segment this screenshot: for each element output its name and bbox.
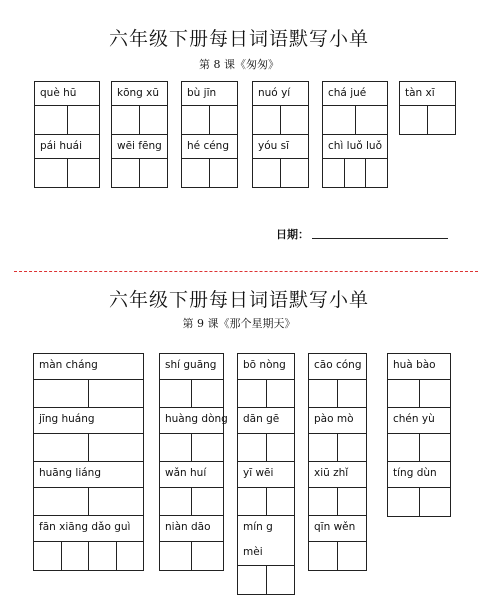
writing-cell[interactable] [160, 434, 192, 462]
writing-cell[interactable] [34, 380, 89, 408]
writing-cell[interactable] [34, 542, 62, 570]
pinyin-label: tíng dùn [393, 467, 437, 479]
lesson9-word-box [159, 461, 224, 517]
writing-cell[interactable] [210, 106, 237, 134]
writing-cells [182, 105, 237, 134]
writing-cells [182, 158, 237, 187]
writing-cell[interactable] [345, 159, 367, 187]
writing-cell[interactable] [89, 542, 117, 570]
writing-cells [253, 158, 308, 187]
pinyin-label: chá jué [328, 87, 367, 99]
lesson8-word-box [322, 134, 388, 188]
writing-cells [253, 105, 308, 134]
writing-cell[interactable] [281, 159, 308, 187]
pinyin-label: tàn xī [405, 87, 435, 99]
writing-cell[interactable] [192, 380, 223, 408]
lesson9-word-box [33, 461, 144, 517]
lesson9-word-box [33, 407, 144, 463]
writing-cell[interactable] [89, 380, 143, 408]
writing-cell[interactable] [253, 106, 281, 134]
pinyin-label: huà bào [393, 359, 436, 371]
writing-cell[interactable] [160, 380, 192, 408]
lesson8-word-box [252, 81, 309, 135]
writing-cells [309, 379, 366, 408]
lesson9-word-box [33, 353, 144, 409]
writing-cell[interactable] [34, 488, 89, 516]
lesson8-word-box [111, 81, 168, 135]
writing-cells [238, 433, 294, 462]
writing-cells [388, 379, 450, 408]
lesson9-word-box [237, 407, 295, 463]
writing-cell[interactable] [281, 106, 308, 134]
pinyin-label: pái huái [40, 140, 83, 152]
writing-cell[interactable] [420, 434, 451, 462]
writing-cell[interactable] [338, 434, 366, 462]
lesson9-word-box [237, 515, 295, 595]
writing-cell[interactable] [89, 434, 143, 462]
writing-cell[interactable] [338, 488, 366, 516]
lesson9-word-box [237, 461, 295, 517]
writing-cell[interactable] [356, 106, 388, 134]
writing-cells [323, 105, 387, 134]
writing-cell[interactable] [267, 488, 295, 516]
writing-cells [238, 379, 294, 408]
lesson9-word-box [387, 353, 451, 409]
lesson8-word-box [34, 81, 100, 135]
writing-cell[interactable] [182, 106, 210, 134]
pinyin-label: kōng xū [117, 87, 160, 99]
writing-cell[interactable] [62, 542, 90, 570]
writing-cell[interactable] [35, 159, 68, 187]
writing-cell[interactable] [309, 380, 338, 408]
pinyin-label: niàn dāo [165, 521, 211, 533]
writing-cell[interactable] [112, 106, 140, 134]
pinyin-label: yóu sī [258, 140, 290, 152]
writing-cells [388, 487, 450, 516]
writing-cell[interactable] [388, 434, 420, 462]
writing-cell[interactable] [89, 488, 143, 516]
writing-cell[interactable] [192, 542, 223, 570]
writing-cell[interactable] [160, 542, 192, 570]
writing-cells [112, 105, 167, 134]
writing-cells [34, 487, 143, 516]
pinyin-label: wēi fēng [117, 140, 162, 152]
pinyin-label: huāng liáng [39, 467, 101, 479]
lesson8-word-box [111, 134, 168, 188]
writing-cell[interactable] [253, 159, 281, 187]
writing-cell[interactable] [117, 542, 144, 570]
pinyin-label: chì luǒ luǒ [328, 140, 383, 152]
writing-cell[interactable] [400, 106, 428, 134]
writing-cells [160, 487, 223, 516]
writing-cell[interactable] [267, 566, 295, 594]
lesson9-word-box [308, 353, 367, 409]
writing-cell[interactable] [338, 542, 366, 570]
pinyin-label: hé céng [187, 140, 230, 152]
writing-cell[interactable] [309, 542, 338, 570]
pinyin-label: mín g [243, 521, 273, 533]
writing-cell[interactable] [238, 434, 267, 462]
writing-cell[interactable] [140, 159, 167, 187]
pinyin-label: dān gē [243, 413, 280, 425]
pinyin-label: chén yù [393, 413, 435, 425]
lesson8-word-box [34, 134, 100, 188]
lesson9-word-box [308, 407, 367, 463]
writing-cell[interactable] [160, 488, 192, 516]
writing-cells [34, 433, 143, 462]
pinyin-label: cāo cóng [314, 359, 362, 371]
writing-cell[interactable] [366, 159, 387, 187]
writing-cells [34, 379, 143, 408]
writing-cell[interactable] [35, 106, 68, 134]
writing-cells [35, 158, 99, 187]
writing-cell[interactable] [420, 488, 451, 516]
pinyin-label: bō nòng [243, 359, 286, 371]
writing-cell[interactable] [238, 380, 267, 408]
pinyin-label: xiū zhǐ [314, 467, 349, 479]
writing-cell[interactable] [34, 434, 89, 462]
writing-cell[interactable] [267, 380, 295, 408]
writing-cells [400, 105, 455, 134]
lesson9-word-box [159, 407, 228, 463]
subtitle-lesson-9: 第 9 课《那个星期天》 [182, 317, 296, 330]
pinyin-label: pào mò [314, 413, 354, 425]
writing-cell[interactable] [192, 434, 223, 462]
lesson8-word-box [399, 81, 456, 135]
pinyin-label: nuó yí [258, 87, 291, 99]
writing-cells [238, 565, 294, 594]
writing-cells [112, 158, 167, 187]
lesson8-word-box [181, 81, 238, 135]
lesson9-word-box [308, 515, 367, 571]
writing-cell[interactable] [428, 106, 455, 134]
writing-cell[interactable] [210, 159, 237, 187]
writing-cells [323, 158, 387, 187]
writing-cells [238, 487, 294, 516]
writing-cell[interactable] [323, 106, 356, 134]
subtitle-lesson-8: 第 8 课《匆匆》 [199, 58, 279, 71]
writing-cell[interactable] [68, 159, 100, 187]
writing-cells [35, 105, 99, 134]
pinyin-label: bù jīn [187, 87, 217, 99]
lesson9-word-box [308, 461, 367, 517]
writing-cell[interactable] [112, 159, 140, 187]
pinyin-label: huàng dòng [165, 413, 228, 425]
writing-cell[interactable] [238, 566, 267, 594]
lesson9-word-box [33, 515, 144, 571]
writing-cells [160, 379, 223, 408]
writing-cell[interactable] [388, 488, 420, 516]
writing-cell[interactable] [309, 434, 338, 462]
writing-cell[interactable] [309, 488, 338, 516]
writing-cell[interactable] [140, 106, 167, 134]
writing-cells [160, 433, 223, 462]
writing-cell[interactable] [182, 159, 210, 187]
title-lesson-9: 六年级下册每日词语默写小单 [108, 289, 369, 311]
lesson9-word-box [159, 353, 224, 409]
writing-cells [309, 487, 366, 516]
title-lesson-8: 六年级下册每日词语默写小单 [108, 28, 369, 50]
lesson8-word-box [181, 134, 238, 188]
lesson9-word-box [237, 353, 295, 409]
writing-cell[interactable] [420, 380, 451, 408]
lesson9-word-box [159, 515, 224, 571]
pinyin-label-line2: mèi [243, 546, 263, 558]
writing-cell[interactable] [323, 159, 345, 187]
writing-cell[interactable] [192, 488, 223, 516]
writing-cell[interactable] [388, 380, 420, 408]
writing-cell[interactable] [267, 434, 295, 462]
writing-cells [309, 541, 366, 570]
lesson9-word-box [387, 461, 451, 517]
pinyin-label: què hū [40, 87, 77, 99]
writing-cells [388, 433, 450, 462]
writing-cell[interactable] [238, 488, 267, 516]
writing-cells [309, 433, 366, 462]
pinyin-label: yī wēi [243, 467, 274, 479]
cut-divider [14, 271, 478, 272]
pinyin-label: qīn wěn [314, 521, 356, 533]
pinyin-label: jīng huáng [39, 413, 95, 425]
date-label: 日期： [276, 228, 309, 241]
pinyin-label: shí guāng [165, 359, 217, 371]
lesson9-word-box [387, 407, 451, 463]
pinyin-label: wǎn huí [165, 467, 207, 479]
lesson8-word-box [322, 81, 388, 135]
pinyin-label: màn cháng [39, 359, 98, 371]
writing-cell[interactable] [68, 106, 100, 134]
writing-cells [34, 541, 143, 570]
lesson8-word-box [252, 134, 309, 188]
pinyin-label: fān xiāng dǎo guì [39, 521, 131, 533]
writing-cells [160, 541, 223, 570]
writing-cell[interactable] [338, 380, 366, 408]
date-field[interactable] [312, 238, 448, 239]
